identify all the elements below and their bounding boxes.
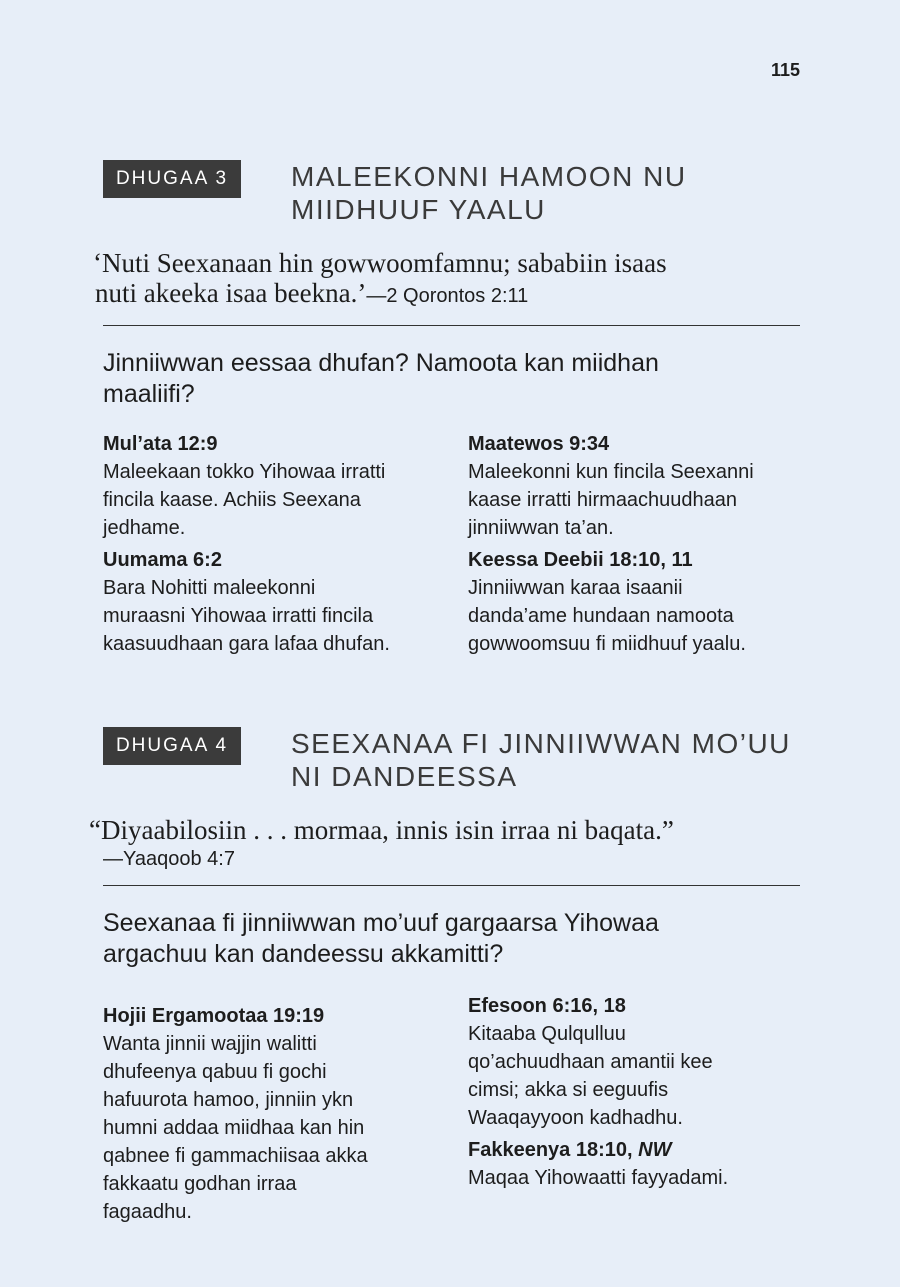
summary-line: humni addaa miidhaa kan hin xyxy=(103,1117,365,1139)
summary-line: qo’achuudhaan amantii kee xyxy=(468,1051,713,1073)
quote-line: “Diyaabilosiin . . . mormaa, innis isin irraa ni baqata.” xyxy=(89,815,674,845)
quote-line: ‘Nuti Seexanaan hin gowwoomfamnu; sababiin isaas xyxy=(93,248,667,278)
scripture-reference xyxy=(468,1136,800,1164)
lesson-title-line: SEEXANAA FI JINNIIWWAN MO’UU xyxy=(291,728,791,759)
scripture-entry xyxy=(103,546,443,658)
summary-line: fakkaatu godhan irraa xyxy=(103,1173,297,1195)
scripture-summary xyxy=(468,458,800,542)
lesson-title xyxy=(291,727,791,793)
summary-line: muraasni Yihowaa irratti fincila xyxy=(103,605,374,627)
question-line: maaliifi? xyxy=(103,380,195,408)
scripture-entry xyxy=(468,546,800,658)
summary-line: Waaqayyoon kadhadhu. xyxy=(468,1107,683,1129)
summary-line: Bara Nohitti maleekonni xyxy=(103,577,316,599)
left-column xyxy=(103,430,443,662)
right-column xyxy=(468,992,800,1230)
summary-line: kaase irratti hirmaachuudhaan xyxy=(468,489,738,511)
summary-line: Maleekonni kun fincila Seexanni xyxy=(468,461,754,483)
summary-line: hafuurota hamoo, jinniin ykn xyxy=(103,1089,354,1111)
translation-abbrev: NW xyxy=(638,1139,672,1161)
summary-line: Maqaa Yihowaatti fayyadami. xyxy=(468,1167,729,1189)
lesson-3 xyxy=(93,160,800,662)
lesson-badge: DHUGAA 3 xyxy=(103,160,241,198)
divider xyxy=(103,325,800,326)
scripture-entry xyxy=(468,1136,800,1192)
summary-line: fincila kaase. Achiis Seexana xyxy=(103,489,361,511)
scripture-summary xyxy=(103,1030,443,1226)
question-line: Jinniiwwan eessaa dhufan? Namoota kan miidhan xyxy=(103,349,659,377)
scripture-reference: Uumama 6:2 xyxy=(103,549,222,571)
summary-line: cimsi; akka si eeguufis xyxy=(468,1079,669,1101)
quote-reference: —Yaaqoob 4:7 xyxy=(103,848,235,870)
scripture-entry xyxy=(468,992,800,1132)
lesson-title-line: MALEEKONNI HAMOON NU xyxy=(291,161,687,192)
scripture-summary xyxy=(468,574,800,658)
scripture-columns xyxy=(103,992,800,1230)
scripture-summary xyxy=(468,1164,800,1192)
summary-line: jinniiwwan ta’an. xyxy=(468,517,614,539)
lesson-header xyxy=(103,727,800,793)
scripture-columns xyxy=(103,430,800,662)
summary-line: fagaadhu. xyxy=(103,1201,192,1223)
right-column xyxy=(468,430,800,662)
scripture-reference: Efesoon 6:16, 18 xyxy=(468,995,626,1017)
lesson-question xyxy=(103,348,800,410)
divider xyxy=(103,885,800,886)
summary-line: danda’ame hundaan namoota xyxy=(468,605,734,627)
scripture-summary xyxy=(468,1020,800,1132)
scripture-entry xyxy=(103,1002,443,1226)
summary-line: gowwoomsuu fi miidhuuf yaalu. xyxy=(468,633,746,655)
scripture-reference: Keessa Deebii 18:10, 11 xyxy=(468,549,693,571)
quote-reference: —2 Qorontos 2:11 xyxy=(366,285,529,307)
lesson-header xyxy=(103,160,800,226)
scripture-entry xyxy=(468,430,800,542)
left-column xyxy=(103,992,443,1230)
quote-line xyxy=(93,278,800,311)
summary-line: jedhame. xyxy=(103,517,186,539)
summary-line: Jinniiwwan karaa isaanii xyxy=(468,577,683,599)
lesson-badge: DHUGAA 4 xyxy=(103,727,241,765)
lesson-title-line: MIIDHUUF YAALU xyxy=(291,194,546,225)
scripture-reference: Hojii Ergamootaa 19:19 xyxy=(103,1005,325,1027)
scripture-summary xyxy=(103,458,443,542)
reference-text: Fakkeenya 18:10, xyxy=(468,1139,633,1161)
scripture-summary xyxy=(103,574,443,658)
scripture-quote xyxy=(89,815,800,873)
summary-line: qabnee fi gammachiisaa akka xyxy=(103,1145,368,1167)
summary-line: dhufeenya qabuu fi gochi xyxy=(103,1061,327,1083)
scripture-reference: Maatewos 9:34 xyxy=(468,433,610,455)
lesson-question xyxy=(103,908,800,970)
summary-line: Maleekaan tokko Yihowaa irratti xyxy=(103,461,386,483)
question-line: argachuu kan dandeessu akkamitti? xyxy=(103,940,504,968)
summary-line: Kitaaba Qulqulluu xyxy=(468,1023,626,1045)
quote-text: nuti akeeka isaa beekna.’ xyxy=(95,278,367,308)
scripture-quote xyxy=(93,248,800,311)
scripture-reference: Mul’ata 12:9 xyxy=(103,433,218,455)
question-line: Seexanaa fi jinniiwwan mo’uuf gargaarsa Yihowaa xyxy=(103,909,659,937)
lesson-title-line: NI DANDEESSA xyxy=(291,761,518,792)
page-number: 115 xyxy=(770,60,800,80)
lesson-4 xyxy=(89,727,800,1230)
summary-line: kaasuudhaan gara lafaa dhufan. xyxy=(103,633,390,655)
lesson-title xyxy=(291,160,687,226)
scripture-entry xyxy=(103,430,443,542)
summary-line: Wanta jinnii wajjin walitti xyxy=(103,1033,317,1055)
